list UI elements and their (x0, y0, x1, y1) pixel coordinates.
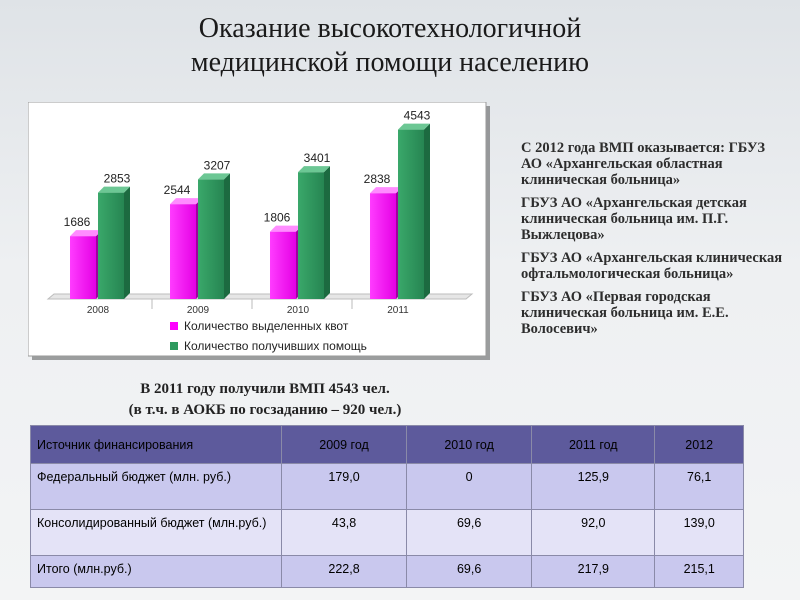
bar (298, 166, 330, 299)
table-row (31, 556, 744, 588)
bar-front (298, 172, 324, 299)
legend-label: Количество выделенных квот (184, 319, 349, 333)
cell: 139,0 (655, 510, 744, 556)
bar-front (398, 130, 424, 299)
legend-label: Количество получивших помощь (184, 339, 367, 353)
table-row (31, 510, 744, 556)
data-label: 2853 (103, 171, 131, 186)
financing-table (30, 425, 744, 588)
bar-side (124, 187, 130, 299)
tick-label: 2010 (286, 305, 310, 316)
bar-front (370, 193, 396, 299)
cell: 125,9 (532, 464, 655, 510)
caption (60, 379, 470, 421)
cell: Итого (млн.руб.) (31, 556, 282, 588)
legend-swatch (170, 322, 178, 330)
right-paragraph-2: ГБУЗ АО «Архангельская детская клиническая больница им. П.Г. Выжлецова» (521, 195, 747, 243)
cell: Федеральный бюджет (млн. руб.) (31, 464, 282, 510)
right-text-block (521, 140, 783, 344)
bar-front (98, 193, 124, 299)
title-line-1: Оказание высокотехнологичной (198, 13, 582, 44)
data-label: 3401 (303, 151, 331, 166)
bar-front (170, 204, 196, 299)
cell: 69,6 (407, 510, 532, 556)
header-2010: 2010 год (407, 426, 532, 464)
bar-front (270, 232, 296, 299)
cell: Консолидированный бюджет (млн.руб.) (31, 510, 282, 556)
bar-side (224, 173, 230, 299)
cell: 217,9 (532, 556, 655, 588)
data-label: 1686 (63, 215, 91, 230)
chart-svg (28, 102, 490, 360)
bar-side (324, 166, 330, 299)
tick-label: 2009 (186, 305, 210, 316)
table-row (31, 464, 744, 510)
right-paragraph-1: С 2012 года ВМП оказывается: ГБУЗ АО «Архангельская областная клиническая больница» (521, 140, 765, 188)
data-label: 2544 (163, 183, 191, 198)
tick-label: 2008 (86, 305, 110, 316)
legend-swatch (170, 342, 178, 350)
title-line-2: медицинской помощи населению (190, 47, 590, 78)
header-source: Источник финансирования (31, 426, 282, 464)
bar (270, 226, 302, 299)
cell: 0 (407, 464, 532, 510)
cell: 76,1 (655, 464, 744, 510)
right-paragraph-3: ГБУЗ АО «Архангельская клиническая офтальмологическая больница» (521, 250, 783, 282)
bar (398, 124, 430, 299)
cell: 43,8 (282, 510, 407, 556)
bar-front (198, 179, 224, 299)
cell: 179,0 (282, 464, 407, 510)
bar-side (424, 124, 430, 299)
caption-line-1: В 2011 году получили ВМП 4543 чел. (140, 381, 390, 397)
right-paragraph-4: ГБУЗ АО «Первая городская клиническая больница им. Е.Е. Волосевич» (521, 289, 729, 337)
bar (198, 173, 230, 299)
bar (170, 198, 202, 299)
data-label: 3207 (203, 158, 231, 173)
cell: 92,0 (532, 510, 655, 556)
cell: 215,1 (655, 556, 744, 588)
tick-label: 2011 (387, 305, 409, 316)
caption-line-2: (в т.ч. в АОКБ по госзаданию – 920 чел.) (128, 402, 402, 418)
bar (70, 230, 102, 299)
bar (370, 187, 402, 299)
data-label: 4543 (403, 108, 431, 123)
cell: 69,6 (407, 556, 532, 588)
bar-front (70, 236, 96, 299)
header-2009: 2009 год (282, 426, 407, 464)
header-2011: 2011 год (532, 426, 655, 464)
bar-chart (28, 102, 490, 360)
data-label: 1806 (263, 210, 291, 225)
data-label: 2838 (363, 172, 391, 187)
bar (98, 187, 130, 299)
header-2012: 2012 (655, 426, 744, 464)
page-title (150, 12, 630, 80)
table-header-row (31, 426, 744, 464)
cell: 222,8 (282, 556, 407, 588)
